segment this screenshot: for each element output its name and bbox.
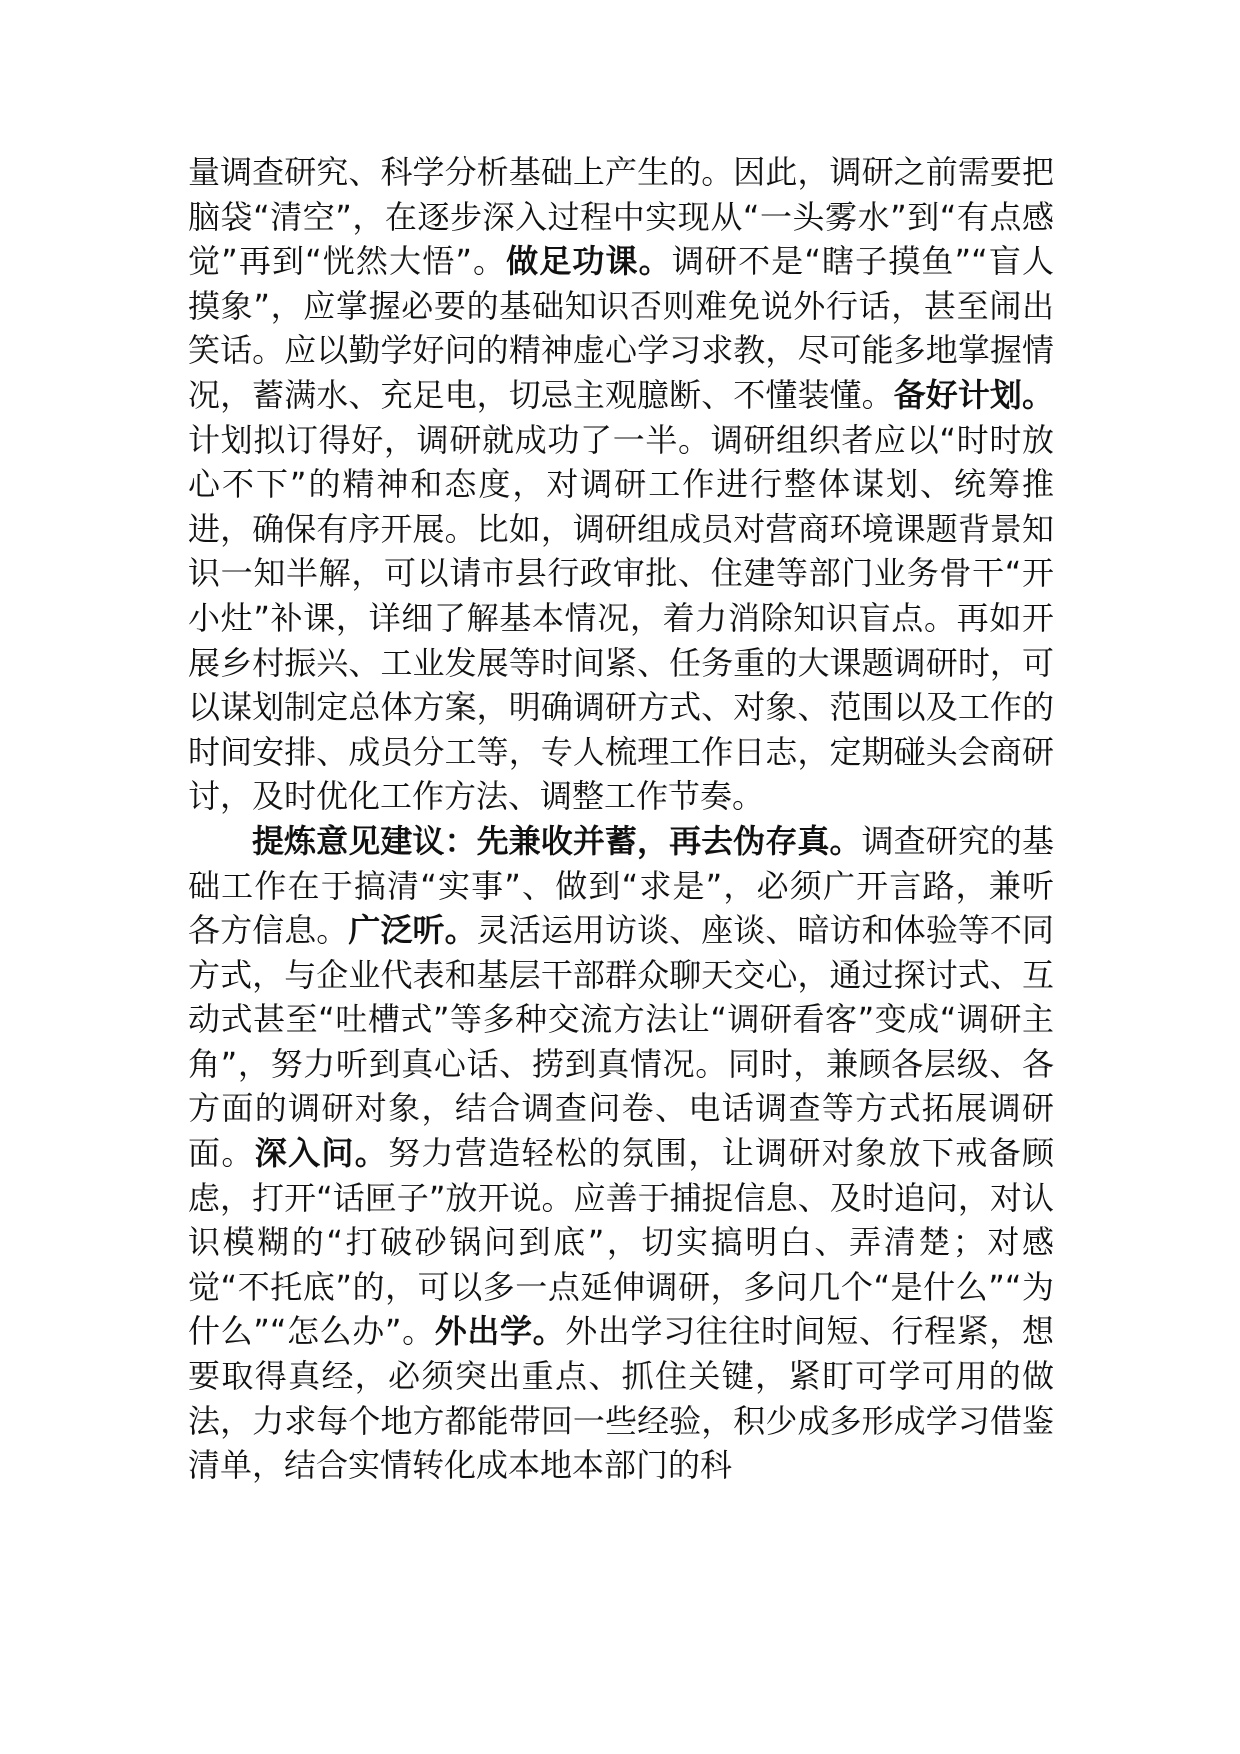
paragraph-text: 调查研究的基础工作在于搞清“实事”、做到“求是”，必须广开言路，兼听各方信息。 <box>188 821 1054 950</box>
paragraph-text: 量调查研究、科学分析基础上产生的。因此，调研之前需要把脑袋“清空”，在逐步深入过程中实现从“一头雾水”到“有点感觉”再到“恍然大悟”。 <box>188 153 1054 281</box>
paragraph-text: 外出学习往往时间短、行程紧，想要取得真经，必须突出重点、抓住关键，紧盯可学可用的做法，力求每个地方都能带回一些经验，积少成多形成学习借鉴清单，结合实情转化成本地本部门的科 <box>188 1312 1054 1485</box>
document-page <box>188 150 1054 1488</box>
bold-heading-phrase: 外出学。 <box>434 1312 566 1351</box>
bold-heading-phrase: 深入问。 <box>254 1134 389 1173</box>
paragraph-text: 灵活运用访谈、座谈、暗访和体验等不同方式，与企业代表和基层干部群众聊天交心，通过探讨式、互动式甚至“吐槽式”等多种交流方法让“调研看客”变成“调研主角”，努力听到真心话、捞到真情况。同时，兼顾各层级、各方面的调研对象，结合调查问卷、电话调查等方式拓展调研面。 <box>188 911 1054 1173</box>
section-heading: 提炼意见建议：先兼收并蓄，再去伪存真。 <box>252 821 862 860</box>
body-paragraph <box>188 819 1054 1488</box>
paragraph-text: 计划拟订得好，调研就成功了一半。调研组织者应以“时时放心不下”的精神和态度，对调研工作进行整体谋划、统筹推进，确保有序开展。比如，调研组成员对营商环境课题背景知识一知半解，可以请市县行政审批、住建等部门业务骨干“开小灶”补课，详细了解基本情况，着力消除知识盲点。再如开展乡村振兴、工业发展等时间紧、任务重的大课题调研时，可以谋划制定总体方案，明确调研方式、对象、范围以及工作的时间安排、成员分工等，专人梳理工作日志，定期碰头会商研讨，及时优化工作方法、调整工作节奏。 <box>188 420 1054 816</box>
paragraph-text: 调研不是“瞎子摸鱼”“盲人摸象”，应掌握必要的基础知识否则难免说外行话，甚至闹出笑话。应以勤学好问的精神虚心学习求教，尽可能多地掌握情况，蓄满水、充足电，切忌主观臆断、不懂装懂。 <box>188 242 1054 414</box>
bold-heading-phrase: 广泛听。 <box>348 911 477 950</box>
paragraph-text: 努力营造轻松的氛围，让调研对象放下戒备顾虑，打开“话匣子”放开说。应善于捕捉信息、及时追问，对认识模糊的“打破砂锅问到底”，切实搞明白、弄清楚；对感觉“不托底”的，可以多一点延伸调研，多问几个“是什么”“为什么”“怎么办”。 <box>188 1134 1054 1351</box>
bold-heading-phrase: 做足功课。 <box>506 242 672 281</box>
body-paragraph <box>188 150 1054 819</box>
bold-heading-phrase: 备好计划。 <box>893 375 1054 414</box>
